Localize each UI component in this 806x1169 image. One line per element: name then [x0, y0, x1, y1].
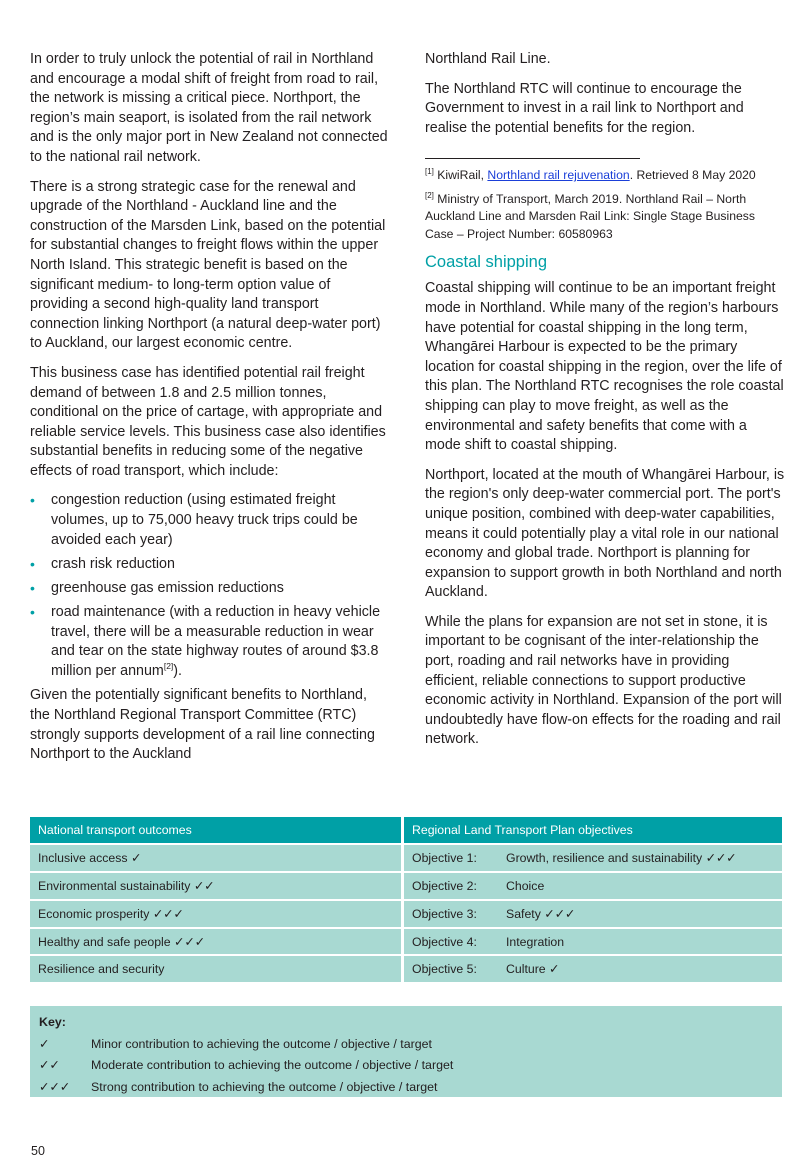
header-outcomes: National transport outcomes	[30, 817, 404, 845]
paragraph-rail-gap: In order to truly unlock the potential of rail in Northland and encourage a modal shift of freight from road to rail, the network is missing a critical piece. Northport, the region’s main seaport, is isolated from the rail network and is the only major port in New Zealand not connected to the national rail network.	[30, 51, 388, 165]
bullet-icon: •	[30, 603, 35, 620]
key-row: ✓✓ Moderate contribution to achieving the outcome / objective / target	[39, 1055, 773, 1077]
outcome-cell: Economic prosperity ✓✓✓	[30, 901, 404, 929]
paragraph-expansion: While the plans for expansion are not set in stone, it is important to be cognisant of the inter-relationship the port, roading and rail networks have in providing efficient, reliable connections to support productive economic activity in Northland. Expansion of the port will undoubtedly have flow-on effects for the roading and rail network.	[425, 613, 782, 748]
check-icon: ✓✓✓	[39, 1079, 71, 1094]
benefits-list	[30, 491, 390, 681]
paragraph-freight-demand: This business case has identified potential rail freight demand of between 1.8 and 2.5 million tonnes, conditional on the price of cartage, with appropriate and reliable service levels. This business case also identifies substantial benefits in reducing some of the negative effects of road transport, which include:	[30, 364, 386, 479]
list-item: • crash risk reduction	[30, 555, 390, 575]
key-row: ✓ Minor contribution to achieving the outcome / objective / target	[39, 1034, 773, 1056]
table-header-row	[30, 817, 782, 845]
footnote-ref[interactable]: [2]	[163, 660, 174, 671]
footnote-divider	[425, 158, 640, 159]
footnote-2: [2] Ministry of Transport, March 2019. Northland Rail – North Auckland Line and Marsden Rail Link: Single Stage Business Case – Project Number: 60580963	[425, 190, 755, 241]
paragraph-strategic-case: There is a strong strategic case for the renewal and upgrade of the Northland - Auckland line and the construction of the Marsden Link, based on the potential for substantial changes to freight flows within the upper North Island. This strategic benefit is based on the significant medium- to long-term option value of providing a second high-quality land transport connection linking Northport (a natural deep-water port) to Auckland, our largest economic centre.	[30, 178, 386, 352]
list-item: • road maintenance (with a reduction in heavy vehicle travel, there will be a measurable reduction in wear and tear on the state highway routes of around $3.8 million per annum[2]).	[30, 603, 381, 679]
right-column	[425, 50, 785, 760]
paragraph-coastal-shipping: Coastal shipping will continue to be an important freight mode in Northland. While many of the region’s harbours have potential for coastal shipping in the long term, Whangārei Harbour is expected to be the primary location for coastal shipping in the region, over the life of this plan. The Northland RTC recognises the role coastal shipping can play to move freight, as well as the environmental and safety benefits that come with a mode shift to coastal shipping.	[425, 280, 784, 454]
outcome-cell: Resilience and security	[30, 956, 404, 984]
footnote-1: [1] KiwiRail, Northland rail rejuvenation. Retrieved 8 May 2020	[425, 167, 756, 183]
table-row	[30, 956, 782, 984]
paragraph-northport: Northport, located at the mouth of Whangārei Harbour, is the region's only deep-water commercial port. The port's unique position, combined with deep-water capabilities, means it could potentially play a vital role in our national economy and global trade. Northport is planning for expansion to support growth in both Northland and north Auckland.	[425, 466, 785, 601]
bullet-icon: •	[30, 579, 35, 596]
check-icon: ✓	[39, 1036, 50, 1051]
left-column	[30, 50, 390, 775]
outcome-cell: Healthy and safe people ✓✓✓	[30, 929, 404, 957]
check-icon: ✓✓	[39, 1058, 60, 1073]
table-row	[30, 901, 782, 929]
outcome-cell: Inclusive access ✓	[30, 845, 404, 873]
section-heading: Coastal shipping	[425, 253, 547, 272]
outcome-cell: Environmental sustainability ✓✓	[30, 873, 404, 901]
footnote-link[interactable]: Northland rail rejuvenation	[487, 168, 630, 183]
objective-cell: Objective 4: Integration	[404, 929, 782, 957]
list-item: • congestion reduction (using estimated freight volumes, up to 75,000 heavy truck trips could be avoided each year)	[30, 492, 358, 548]
paragraph-continued: Northland Rail Line.	[425, 51, 551, 67]
key-row: ✓✓✓ Strong contribution to achieving the outcome / objective / target	[39, 1077, 773, 1099]
table-row	[30, 845, 782, 873]
key-legend	[30, 1006, 782, 1097]
page-number: 50	[31, 1144, 45, 1158]
list-item: • greenhouse gas emission reductions	[30, 579, 390, 599]
objective-cell: Objective 5: Culture ✓	[404, 956, 782, 984]
header-objectives: Regional Land Transport Plan objectives	[404, 817, 782, 845]
bullet-icon: •	[30, 555, 35, 572]
paragraph-rtc-support: Given the potentially significant benefits to Northland, the Northland Regional Transport Committee (RTC) strongly supports development of a rail line connecting Northport to the Auckland	[30, 687, 375, 763]
table-row	[30, 873, 782, 901]
paragraph-rtc-encourage: The Northland RTC will continue to encourage the Government to invest in a rail link to Northport and realise the potential benefits for the region.	[425, 80, 744, 136]
key-title: Key:	[39, 1015, 66, 1029]
bullet-icon: •	[30, 492, 35, 509]
outcomes-table	[30, 817, 782, 984]
objective-cell: Objective 1: Growth, resilience and sustainability ✓✓✓	[404, 845, 782, 873]
table-row	[30, 929, 782, 957]
objective-cell: Objective 2: Choice	[404, 873, 782, 901]
outcomes-table-wrapper	[30, 817, 782, 984]
objective-cell: Objective 3: Safety ✓✓✓	[404, 901, 782, 929]
